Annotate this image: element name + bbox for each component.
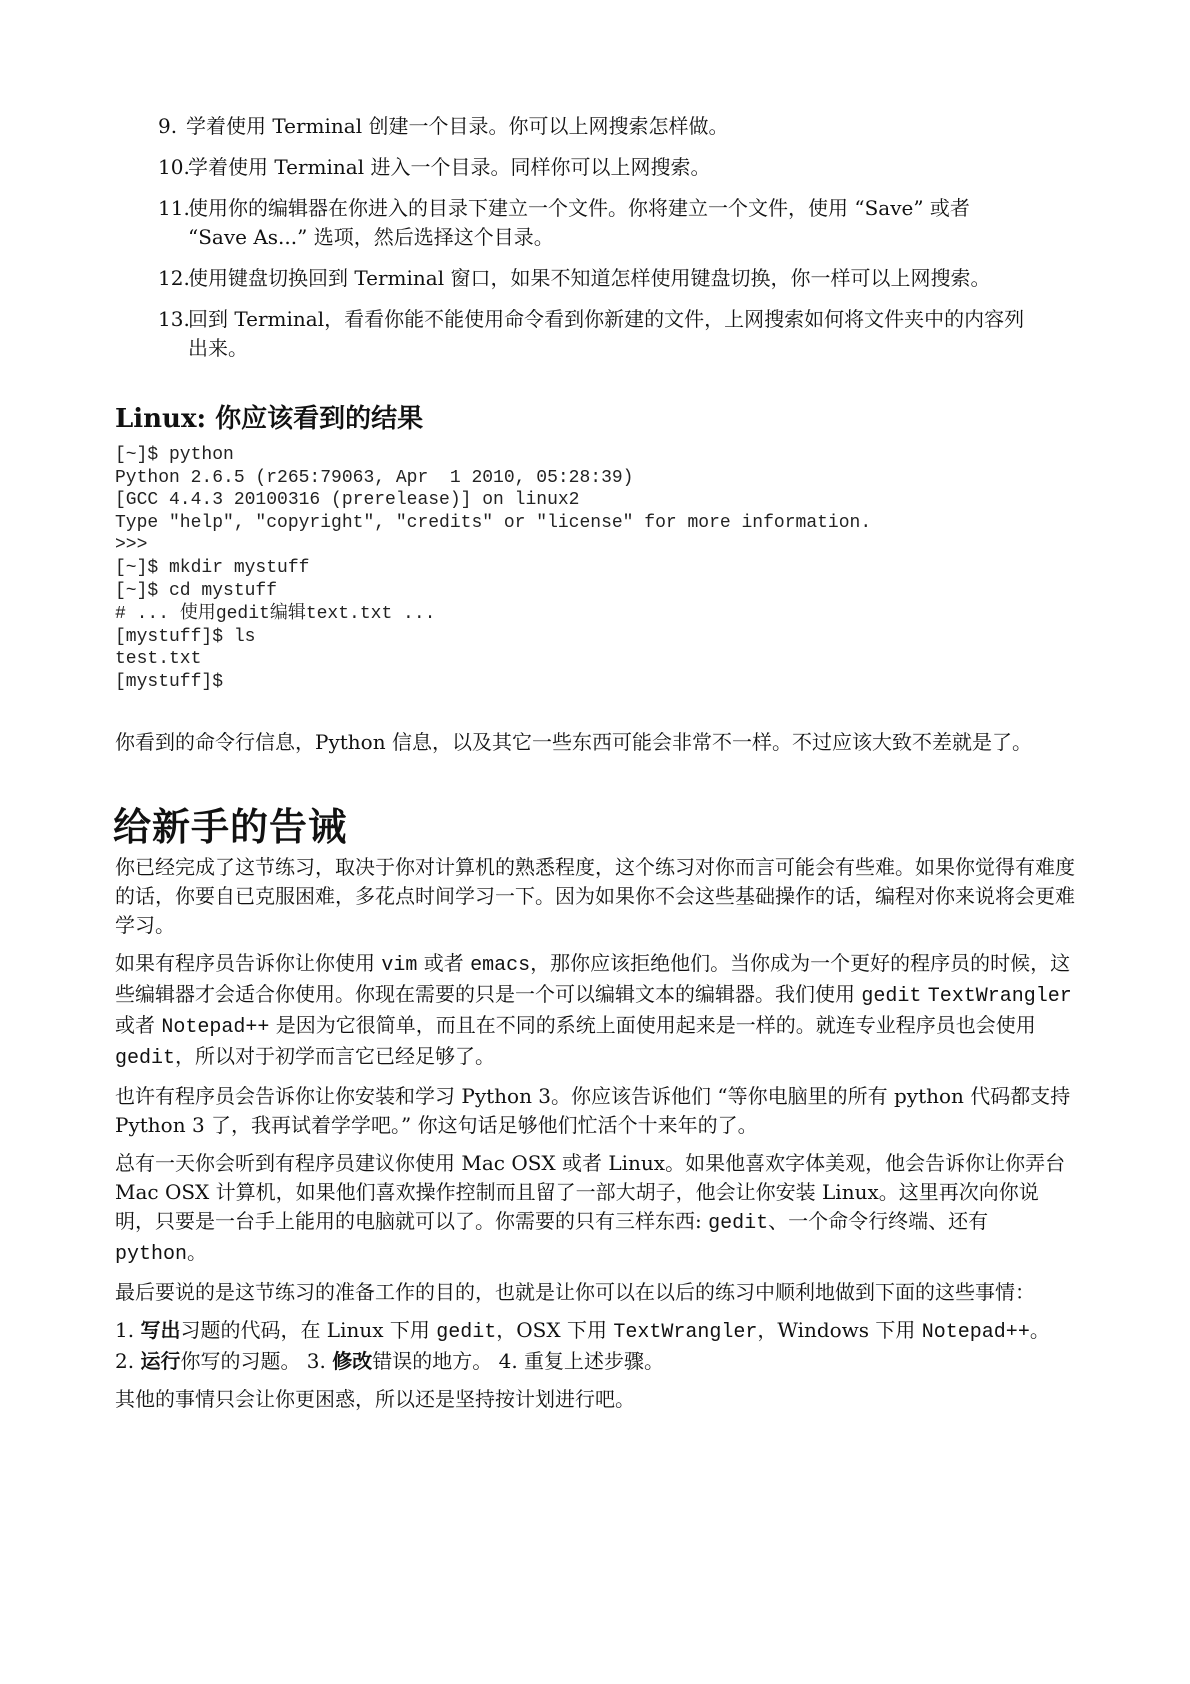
paragraph: 其他的事情只会让你更困惑，所以还是坚持按计划进行吧。	[115, 1387, 635, 1411]
text-run: ，Windows 下用	[757, 1318, 922, 1342]
list-item	[158, 305, 1078, 363]
text-run: 总有一天你会听到有程序员建议你使用 Mac OSX 或者 Linux。如果他喜欢字体美观，他会告诉你让你弄台 Mac OSX 计算机，如果他们喜欢操作控制而且留了一部大胡子，他会让你安装 Linux。这里再次向你说明，只要是一台手上能用的电脑就可以了。你需要的只有三样东西:	[115, 1151, 1066, 1233]
code-line: [GCC 4.4.3 20100316 (prerelease)] on linux2	[115, 490, 580, 511]
paragraph: 你已经完成了这节练习，取决于你对计算机的熟悉程度，这个练习对你而言可能会有些难。如果你觉得有难度的话，你要自已克服困难，多花点时间学习一下。因为如果你不会这些基础操作的话，编程对你来说将会更难学习。	[115, 855, 1075, 937]
text-run: 习题的代码，在 Linux 下用	[180, 1318, 437, 1342]
code-inline: gedit	[436, 1321, 497, 1344]
step-number: 11.	[158, 196, 190, 220]
code-line: [mystuff]$	[115, 671, 224, 692]
code-line: [mystuff]$ ls	[115, 626, 256, 647]
bold-term: 写出	[140, 1318, 181, 1342]
code-inline: Notepad++	[921, 1321, 1030, 1344]
step-number: 13.	[158, 307, 190, 331]
code-line: Type "help", "copyright", "credits" or "license" for more information.	[115, 512, 872, 533]
paragraph: 最后要说的是这节练习的准备工作的目的，也就是让你可以在以后的练习中顺利地做到下面的这些事情：	[115, 1280, 1035, 1304]
text-run: 你写的习题。 3.	[180, 1349, 333, 1373]
code-inline: TextWrangler	[613, 1321, 758, 1344]
code-inline: python	[115, 1243, 188, 1266]
text-run: 1.	[115, 1318, 141, 1342]
text-run: 错误的地方。 4. 重复上述步骤。	[372, 1349, 665, 1373]
text-run: 或者	[115, 1013, 162, 1037]
step-text: “Save As...” 选项，然后选择这个目录。	[188, 225, 554, 249]
code-line: # ...	[115, 604, 180, 625]
paragraph	[115, 1149, 1075, 1269]
list-item	[158, 112, 1078, 141]
bold-term: 运行	[140, 1349, 181, 1373]
code-inline: gedit	[115, 1047, 176, 1070]
code-comment-text: gedit	[215, 604, 270, 625]
text-run: ，OSX 下用	[496, 1318, 614, 1342]
step-text: 学着使用 Terminal 进入一个目录。同样你可以上网搜索。	[188, 155, 711, 179]
code-inline: emacs	[470, 954, 531, 977]
code-inline: Notepad++	[161, 1016, 270, 1039]
text-run: 或者	[417, 951, 471, 975]
paragraph	[115, 1316, 1075, 1376]
text-run: ，所以对于初学而言它已经足够了。	[175, 1044, 496, 1068]
text-run: 是因为它很简单，而且在不同的系统上面使用起来是一样的。就连专业程序员也会使用	[269, 1013, 1036, 1037]
step-text: 出来。	[188, 336, 248, 360]
code-inline: TextWrangler	[927, 985, 1072, 1008]
text-run: 如果有程序员告诉你让你使用	[115, 951, 382, 975]
advice-body	[115, 853, 1075, 1423]
list-item	[158, 153, 1078, 182]
text-run: 。 2.	[115, 1318, 1050, 1373]
step-text: 使用你的编辑器在你进入的目录下建立一个文件。你将建立一个文件，使用 “Save” 或者	[188, 196, 970, 220]
code-line: [~]$ python	[115, 445, 234, 465]
code-line: [~]$ cd mystuff	[115, 580, 278, 601]
step-text: 回到 Terminal，看看你能不能使用命令看到你新建的文件，上网搜索如何将文件夹中的内容列	[188, 307, 1025, 331]
code-line: [~]$ mkdir mystuff	[115, 557, 310, 578]
advice-heading: 给新手的告诫	[113, 804, 348, 849]
step-text: 使用键盘切换回到 Terminal 窗口，如果不知道怎样使用键盘切换，你一样可以上网搜索。	[188, 266, 991, 290]
step-number: 10.	[158, 155, 190, 179]
step-text: 学着使用	[186, 114, 273, 138]
code-line: Python 2.6.5 (r265:79063, Apr 1 2010, 05:28:39)	[115, 467, 634, 488]
paragraph	[115, 949, 1075, 1073]
paragraph: 也许有程序员会告诉你让你安装和学习 Python 3。你应该告诉他们 “等你电脑里的所有 python 代码都支持 Python 3 了，我再试着学学吧。” 你这句话足够他们忙活个十来年的了。	[115, 1084, 1071, 1137]
step-number: 12.	[158, 266, 190, 290]
code-inline: vim	[381, 954, 418, 977]
code-inline: gedit	[708, 1212, 769, 1235]
text-run: ，那你应该拒绝他们。当你成为一个更好的程序员的时候，这些编辑器才会适合你使用。你现在需要的只是一个可以编辑文本的编辑器。我们使用	[115, 951, 1071, 1006]
bold-term: 修改	[332, 1349, 373, 1373]
steps-list	[158, 112, 1078, 375]
code-comment-text: 编辑	[269, 602, 306, 624]
text-run: 、一个命令行终端、还有	[768, 1209, 989, 1233]
linux-result-heading: Linux: 你应该看到的结果	[115, 404, 424, 434]
code-comment-text: text.txt ...	[305, 604, 436, 625]
list-item	[158, 194, 1078, 252]
terminal-output-block	[115, 444, 871, 694]
code-inline: gedit	[861, 985, 922, 1008]
after-code-paragraph: 你看到的命令行信息，Python 信息，以及其它一些东西可能会非常不一样。不过应该大致不差就是了。	[115, 730, 1032, 754]
list-item	[158, 264, 1078, 293]
text-run: 。	[187, 1240, 208, 1264]
code-line: test.txt	[115, 649, 202, 670]
step-number: 9.	[158, 114, 178, 138]
step-text: Terminal 创建一个目录。你可以上网搜索怎样做。	[272, 114, 729, 138]
code-comment-text: 使用	[179, 602, 216, 624]
code-line: >>>	[115, 535, 148, 556]
